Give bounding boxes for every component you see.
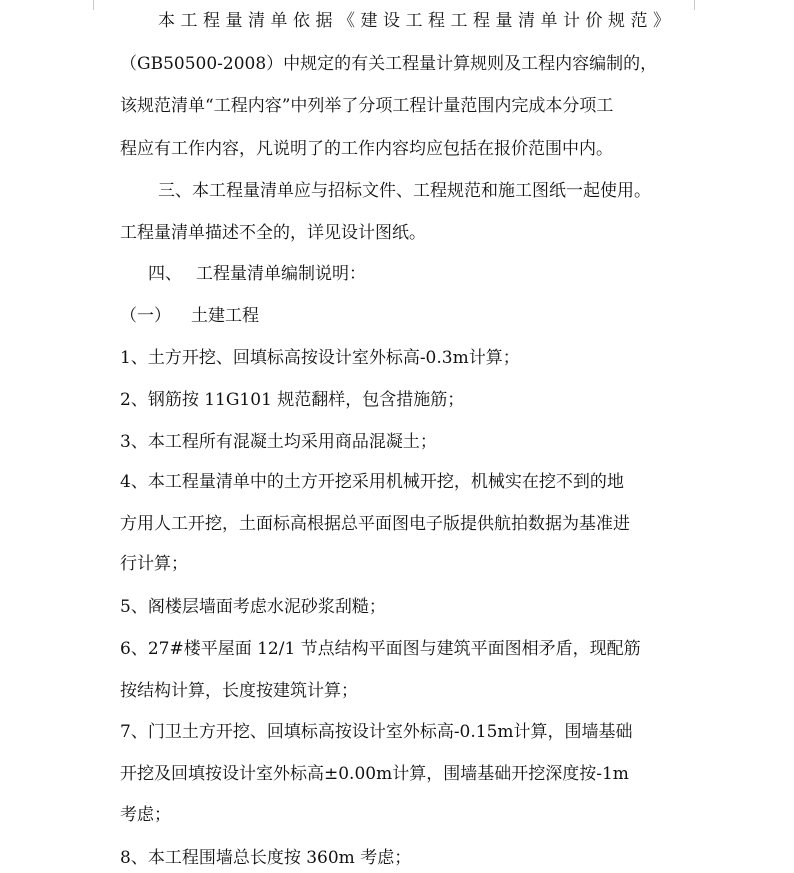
list-item: 5、阁楼层墙面考虑水泥砂浆刮糙； xyxy=(120,597,386,617)
list-item-continuation: 方用人工开挖，土面标高根据总平面图电子版提供航拍数据为基准进 xyxy=(120,514,630,534)
paragraph-line: 三、本工程量清单应与招标文件、工程规范和施工图纸一起使用。 xyxy=(158,181,651,201)
list-item: 1、土方开挖、回填标高按设计室外标高-0.3m计算； xyxy=(120,348,520,368)
list-item-continuation: 开挖及回填按设计室外标高±0.00m计算，围墙基础开挖深度按-1m xyxy=(120,764,629,784)
subsection-number: （一） xyxy=(120,306,171,326)
page-margin-marker-left xyxy=(93,0,94,10)
section-heading xyxy=(148,259,708,289)
paragraph-line: （GB50500-2008）中规定的有关工程量计算规则及工程内容编制的， xyxy=(120,54,658,74)
list-item: 7、门卫土方开挖、回填标高按设计室外标高-0.15m计算，围墙基础 xyxy=(120,722,633,742)
list-item: 4、本工程量清单中的土方开挖采用机械开挖，机械实在挖不到的地 xyxy=(120,472,624,492)
paragraph-line: 该规范清单“工程内容”中列举了分项工程计量范围内完成本分项工 xyxy=(120,96,614,116)
subsection-title: 土建工程 xyxy=(191,306,259,326)
section-number: 四、 xyxy=(148,264,182,284)
list-item: 6、27#楼平屋面 12/1 节点结构平面图与建筑平面图相矛盾，现配筋 xyxy=(120,639,641,659)
subsection-heading xyxy=(120,301,680,331)
section-title: 工程量清单编制说明： xyxy=(196,264,366,284)
list-item: 8、本工程围墙总长度按 360m 考虑； xyxy=(120,848,412,868)
paragraph-line: 工程量清单描述不全的，详见设计图纸。 xyxy=(120,223,426,243)
paragraph-line: 程应有工作内容，凡说明了的工作内容均应包括在报价范围中内。 xyxy=(120,139,613,159)
list-item: 2、钢筋按 11G101 规范翻样，包含措施筋； xyxy=(120,390,465,410)
list-item-continuation: 按结构计算，长度按建筑计算； xyxy=(120,681,358,701)
list-item: 3、本工程所有混凝土均采用商品混凝土； xyxy=(120,432,437,452)
paragraph-line: 本工程量清单依据《建设工程工程量清单计价规范》 xyxy=(158,11,676,31)
list-item-continuation: 行计算； xyxy=(120,554,188,574)
list-item-continuation: 考虑； xyxy=(120,805,171,825)
